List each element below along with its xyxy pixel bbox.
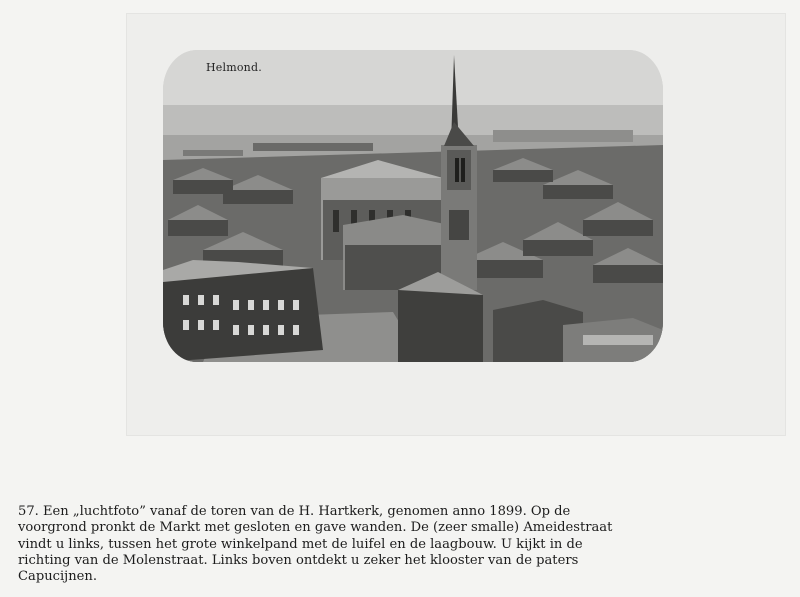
- caption-line: voorgrond pronkt de Markt met gesloten en gave wanden. De (zeer smalle) Ameidestraat: [18, 520, 613, 536]
- caption-line: Capucijnen.: [18, 569, 97, 585]
- aerial-photo-helmond: [163, 50, 663, 362]
- photo-caption: [18, 504, 658, 585]
- caption-line: 57. Een „luchtfoto” vanaf de toren van de H. Hartkerk, genomen anno 1899. Op de: [18, 504, 571, 519]
- caption-line: vindt u links, tussen het grote winkelpand met de luifel en de laagbouw. U kijkt in de: [18, 536, 583, 552]
- photo-title-helmond: Helmond.: [206, 61, 262, 74]
- caption-line: richting van de Molenstraat. Links boven ontdekt u zeker het klooster van de paters: [18, 552, 579, 568]
